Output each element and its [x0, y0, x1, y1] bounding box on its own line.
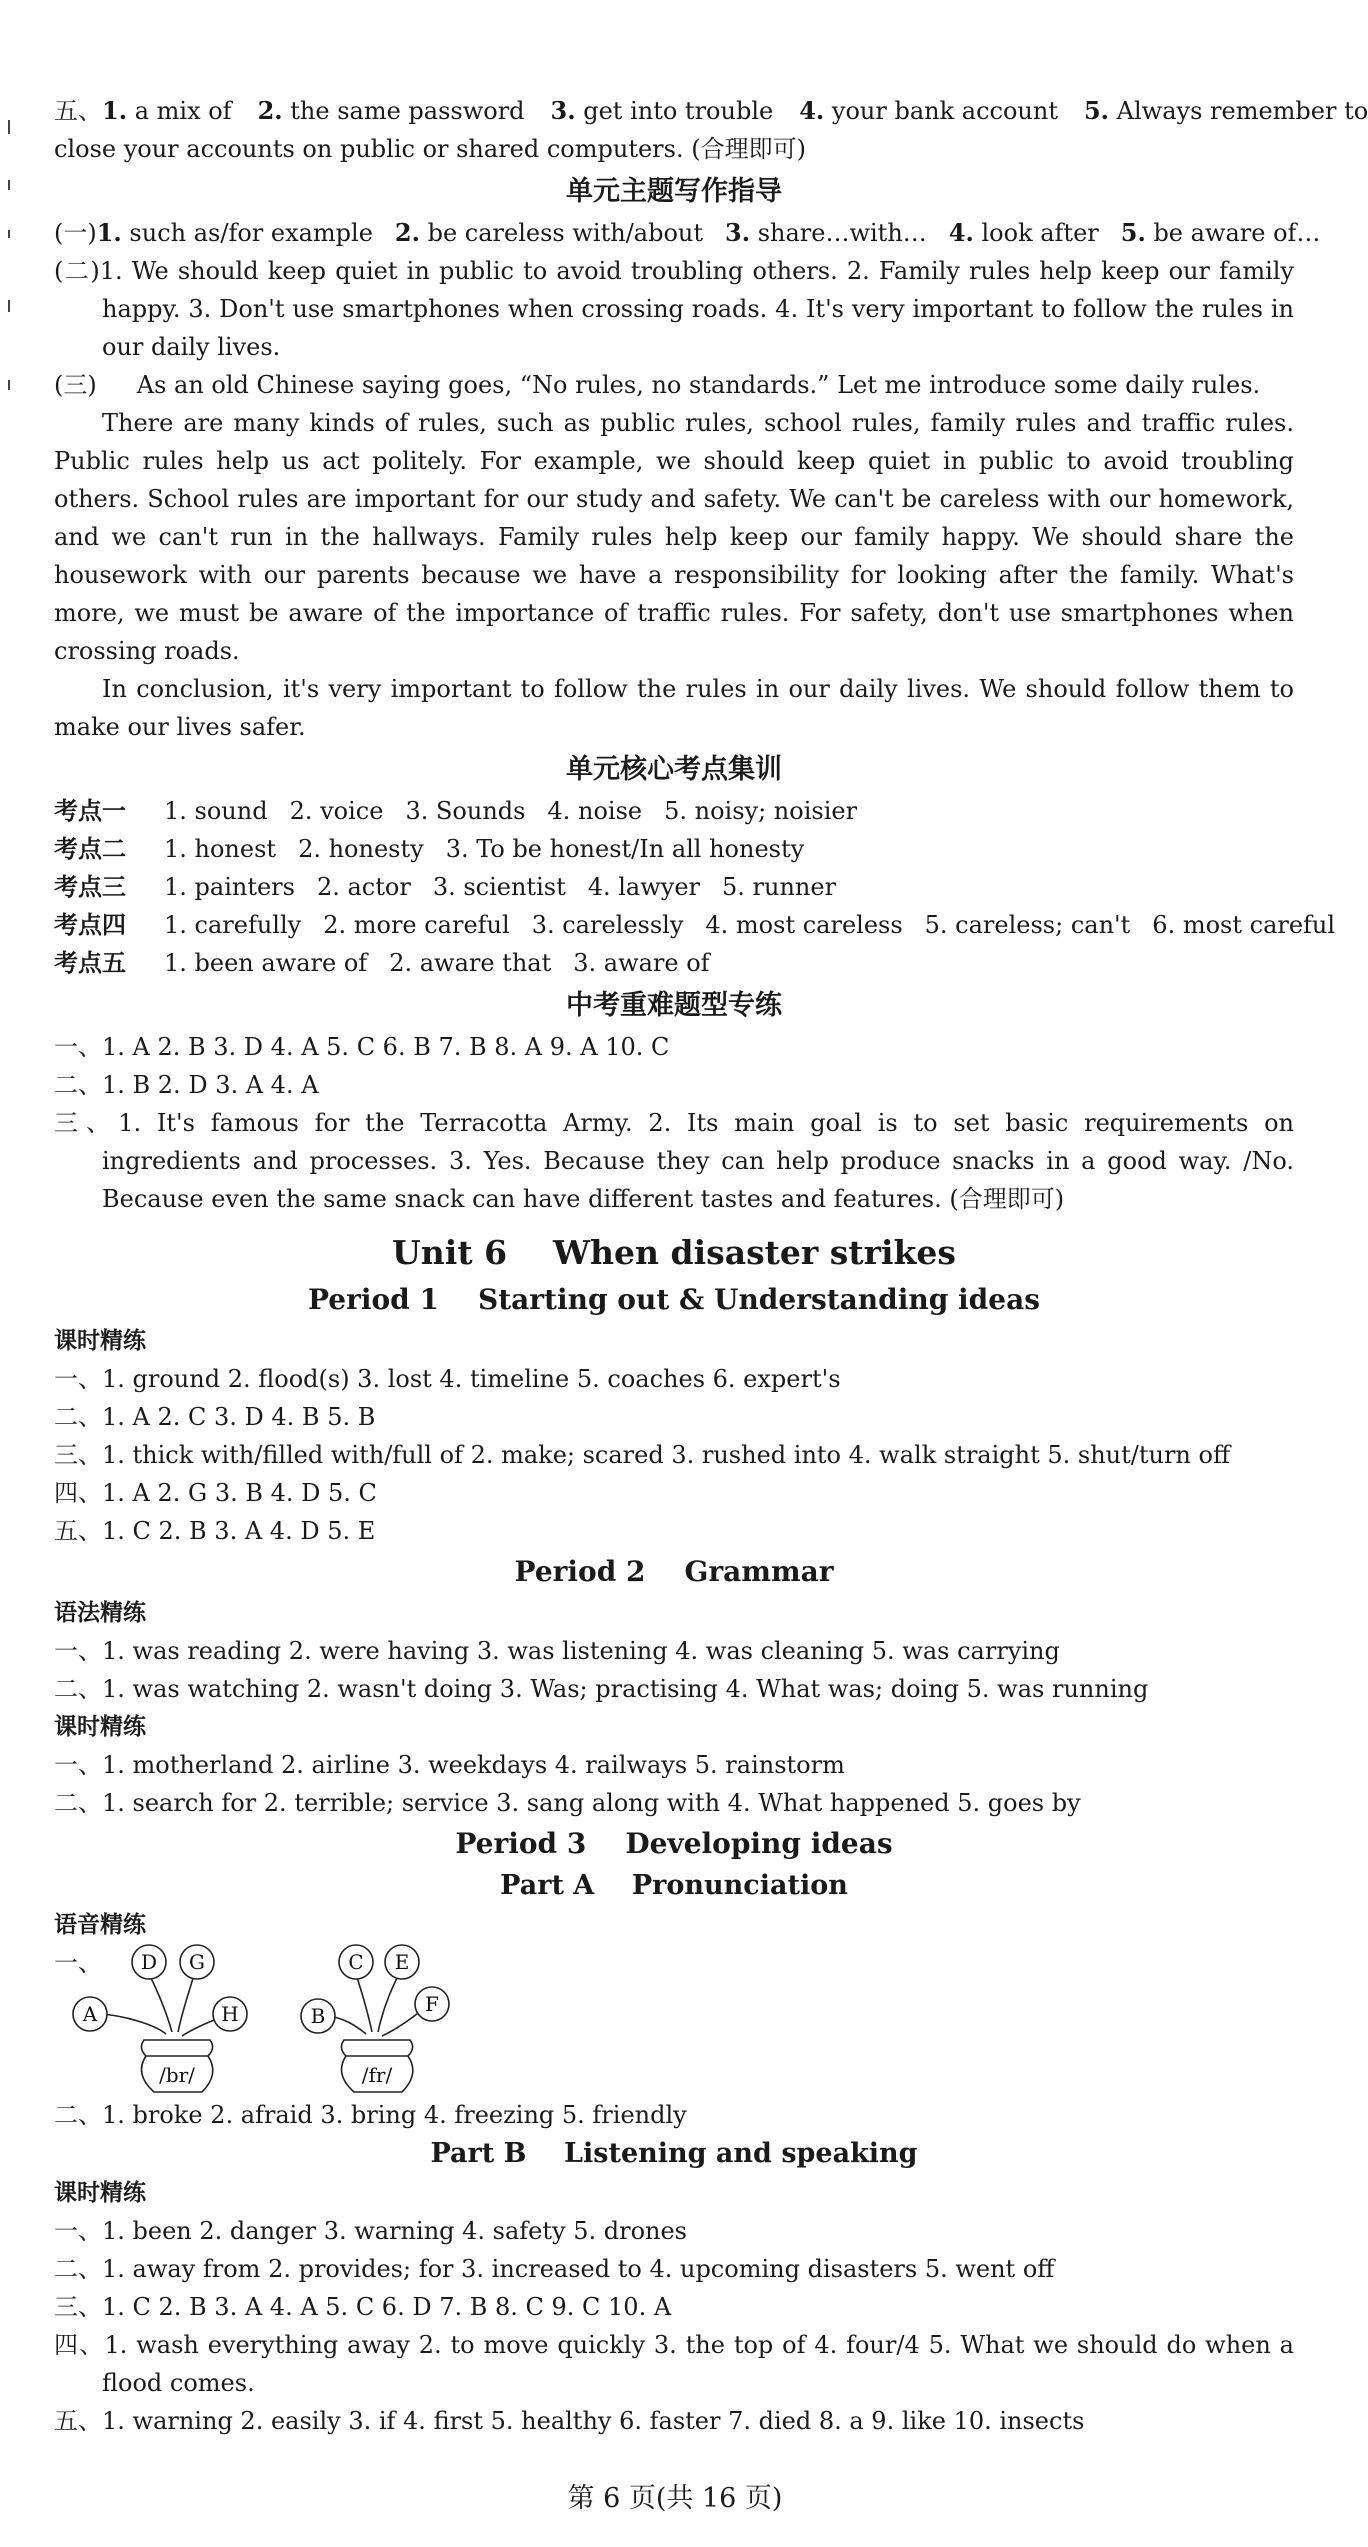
- zhongkao-row3: 三、1. It's famous for the Terracotta Army. 2. Its main goal is to set basic requirements on ingredients and processes. 3. Yes. Because they can help produce snacks in a good way. /No. Because even the same snack can have different tastes and features. (合理即可): [54, 1109, 1294, 1213]
- top-q5-answers: [102, 97, 1368, 125]
- core-points-list: [54, 792, 1336, 982]
- partA-label: 语音精练: [54, 1912, 146, 1938]
- core-point-label: 考点四: [54, 911, 126, 939]
- answer-item: 4. your bank account: [799, 96, 1058, 125]
- binding-margin-marks: [0, 120, 18, 440]
- period1-label: 课时精练: [54, 1328, 146, 1354]
- core-point-answer: 5. noisy; noisier: [664, 797, 858, 825]
- writing-part2-text: 1. We should keep quiet in public to avoid troubling others. 2. Family rules help keep our family happy. 3. Don't use smartphones when crossing roads. 4. It's very important to follow the rules in our daily lives.: [99, 257, 1294, 361]
- essay-paragraph-3: In conclusion, it's very important to follow the rules in our daily lives. We should follow them to make our lives safer.: [54, 675, 1294, 741]
- core-point-answer: 1. honest: [164, 835, 277, 863]
- answer-item: 2. be careless with/about: [394, 218, 704, 247]
- period1-row: 五、1. C 2. B 3. A 4. D 5. E: [54, 1517, 376, 1545]
- core-point-answer: 1. painters: [164, 873, 295, 901]
- period2-practice-label: 课时精练: [54, 1714, 146, 1740]
- writing-part3-line: [54, 366, 1294, 404]
- core-point-answer: 1. sound: [164, 797, 268, 825]
- pot2-stem-c: [356, 1974, 372, 2032]
- partA-q1-prefix: 一、: [54, 1949, 102, 1977]
- period2-grammar-row: 一、1. was reading 2. were having 3. was listening 4. was cleaning 5. was carrying: [54, 1637, 1060, 1665]
- answer-item: 3. share…with…: [725, 218, 927, 247]
- core-point-row: [54, 868, 1294, 906]
- pot2-sound: /fr/: [361, 2063, 393, 2087]
- period2-practice-row: 一、1. motherland 2. airline 3. weekdays 4. railways 5. rainstorm: [54, 1751, 845, 1779]
- period1-title: Period 1 Starting out & Understanding ideas: [308, 1283, 1040, 1316]
- flower-g-label: G: [189, 1950, 205, 1974]
- core-points-title: 单元核心考点集训: [566, 754, 782, 785]
- period1-row: 三、1. thick with/filled with/full of 2. make; scared 3. rushed into 4. walk straight 5. shut/turn off: [54, 1441, 1231, 1469]
- core-point-label: 考点三: [54, 873, 126, 901]
- answer-item: 1. such as/for example: [96, 218, 373, 247]
- pot1-stem-g: [178, 1974, 194, 2032]
- writing-part1: [54, 214, 1321, 252]
- pot1-sound: /br/: [159, 2063, 195, 2087]
- core-point-label: 考点二: [54, 835, 126, 863]
- partB-label: 课时精练: [54, 2180, 146, 2206]
- flower-pots-svg: [54, 1944, 474, 2096]
- pronunciation-diagram: [54, 1944, 1294, 2096]
- flower-e-label: E: [394, 1950, 410, 1974]
- partB-answers: [54, 2212, 1294, 2326]
- zhongkao-row2: 二、1. B 2. D 3. A 4. A: [54, 1071, 319, 1099]
- top-q5-line1: [54, 92, 1368, 130]
- writing-part2: [54, 252, 1294, 366]
- core-point-answer: 4. noise: [547, 797, 643, 825]
- partA-row2: 二、1. broke 2. afraid 3. bring 4. freezing 5. friendly: [54, 2101, 687, 2129]
- core-point-answer: 3. Sounds: [405, 797, 526, 825]
- pot1-stem-d: [149, 1974, 172, 2032]
- core-point-answer: 1. been aware of: [164, 949, 368, 977]
- partB-row4: 四、1. wash everything away 2. to move quickly 3. the top of 4. four/4 5. What we should do when a flood comes.: [54, 2331, 1294, 2397]
- pot2-stem-e: [378, 1974, 399, 2032]
- core-point-label: 考点一: [54, 797, 126, 825]
- writing-guide-title: 单元主题写作指导: [566, 176, 782, 207]
- writing-part1-prefix: (一): [54, 219, 97, 247]
- core-point-answer: 2. honesty: [298, 835, 424, 863]
- partB-title: Part B Listening and speaking: [430, 2138, 918, 2169]
- core-point-answer: 3. aware of: [573, 949, 710, 977]
- partB-row5: 五、1. warning 2. easily 3. if 4. first 5. healthy 6. faster 7. died 8. a 9. like 10. insects: [54, 2407, 1085, 2435]
- period2-grammar-answers: [54, 1632, 1294, 1708]
- period2-practice-row: 二、1. search for 2. terrible; service 3. sang along with 4. What happened 5. goes by: [54, 1789, 1081, 1817]
- zhongkao-row1: 一、1. A 2. B 3. D 4. A 5. C 6. B 7. B 8. A 9. A 10. C: [54, 1033, 670, 1061]
- writing-part1-answers: [97, 219, 1321, 247]
- flower-c-label: C: [348, 1950, 364, 1974]
- core-point-answer: 6. most careful: [1152, 911, 1336, 939]
- pot2-stem-f: [382, 2010, 422, 2036]
- period2-grammar-row: 二、1. was watching 2. wasn't doing 3. Was; practising 4. What was; doing 5. was running: [54, 1675, 1149, 1703]
- essay-paragraph-1: As an old Chinese saying goes, “No rules, no standards.” Let me introduce some daily rules.: [136, 371, 1261, 399]
- core-point-answer: 2. aware that: [389, 949, 552, 977]
- flower-h-label: H: [221, 2002, 239, 2026]
- answer-item: 5. be aware of…: [1120, 218, 1321, 247]
- period1-row: 四、1. A 2. G 3. B 4. D 5. C: [54, 1479, 377, 1507]
- essay-paragraph-2: There are many kinds of rules, such as public rules, school rules, family rules and traffic rules. Public rules help us act politely. For example, we should keep quiet in public to avoid troubling others. School rules are important for our study and safety. We can't be careless with our homework, and we can't run in the hallways. Family rules help keep our family happy. We should share the housework with our parents because we have a responsibility for looking after the family. What's more, we must be aware of the importance of traffic rules. For safety, don't use smartphones when crossing roads.: [54, 409, 1294, 665]
- core-point-row: [54, 944, 1294, 982]
- flower-d-label: D: [140, 1950, 158, 1974]
- pot1-stem-a: [102, 2014, 166, 2034]
- core-point-label: 考点五: [54, 949, 126, 977]
- pot1-stem-h: [182, 2018, 219, 2036]
- core-point-answer: 3. scientist: [432, 873, 566, 901]
- flower-f-label: F: [425, 1992, 439, 2016]
- core-point-row: [54, 792, 1294, 830]
- answer-item: 5. Always remember to: [1083, 96, 1368, 125]
- core-point-answer: 4. lawyer: [587, 873, 701, 901]
- period1-row: 二、1. A 2. C 3. D 4. B 5. B: [54, 1403, 376, 1431]
- content-column: [54, 92, 1368, 2440]
- core-point-answer: 3. carelessly: [531, 911, 684, 939]
- answer-item: 1. a mix of: [102, 96, 232, 125]
- core-point-answer: 1. carefully: [164, 911, 302, 939]
- answer-item: 2. the same password: [257, 96, 525, 125]
- partA-title: Part A Pronunciation: [500, 1870, 848, 1901]
- core-point-answer: 3. To be honest/In all honesty: [445, 835, 805, 863]
- core-point-answer: 5. careless; can't: [924, 911, 1131, 939]
- period2-practice-answers: [54, 1746, 1294, 1822]
- writing-part3-prefix: (三): [54, 371, 97, 399]
- top-q5-line2: close your accounts on public or shared computers. (合理即可): [54, 135, 806, 163]
- answer-item: 3. get into trouble: [550, 96, 774, 125]
- flower-a-label: A: [82, 2002, 98, 2026]
- period1-row: 一、1. ground 2. flood(s) 3. lost 4. timeline 5. coaches 6. expert's: [54, 1365, 841, 1393]
- flower-b-label: B: [310, 2004, 326, 2028]
- partB-row: 二、1. away from 2. provides; for 3. increased to 4. upcoming disasters 5. went off: [54, 2255, 1055, 2283]
- core-point-answer: 2. more careful: [323, 911, 510, 939]
- core-point-answer: 2. voice: [289, 797, 384, 825]
- period1-answers: [54, 1360, 1294, 1550]
- period2-grammar-label: 语法精练: [54, 1600, 146, 1626]
- period3-title: Period 3 Developing ideas: [455, 1827, 893, 1860]
- zhongkao-title: 中考重难题型专练: [566, 990, 782, 1021]
- core-point-answer: 2. actor: [316, 873, 411, 901]
- unit-title: Unit 6 When disaster strikes: [392, 1233, 956, 1272]
- page-footer: 第 6 页(共 16 页): [567, 2483, 783, 2514]
- core-point-answer: 4. most careless: [705, 911, 903, 939]
- top-q5-prefix: 五、: [54, 97, 102, 125]
- writing-part2-prefix: (二): [54, 257, 100, 285]
- core-point-row: [54, 906, 1336, 944]
- partB-row: 一、1. been 2. danger 3. warning 4. safety 5. drones: [54, 2217, 687, 2245]
- core-point-answer: 5. runner: [722, 873, 837, 901]
- answer-item: 4. look after: [948, 218, 1099, 247]
- core-point-row: [54, 830, 1294, 868]
- period2-title: Period 2 Grammar: [514, 1555, 834, 1588]
- partB-row: 三、1. C 2. B 3. A 4. A 5. C 6. D 7. B 8. C 9. C 10. A: [54, 2293, 672, 2321]
